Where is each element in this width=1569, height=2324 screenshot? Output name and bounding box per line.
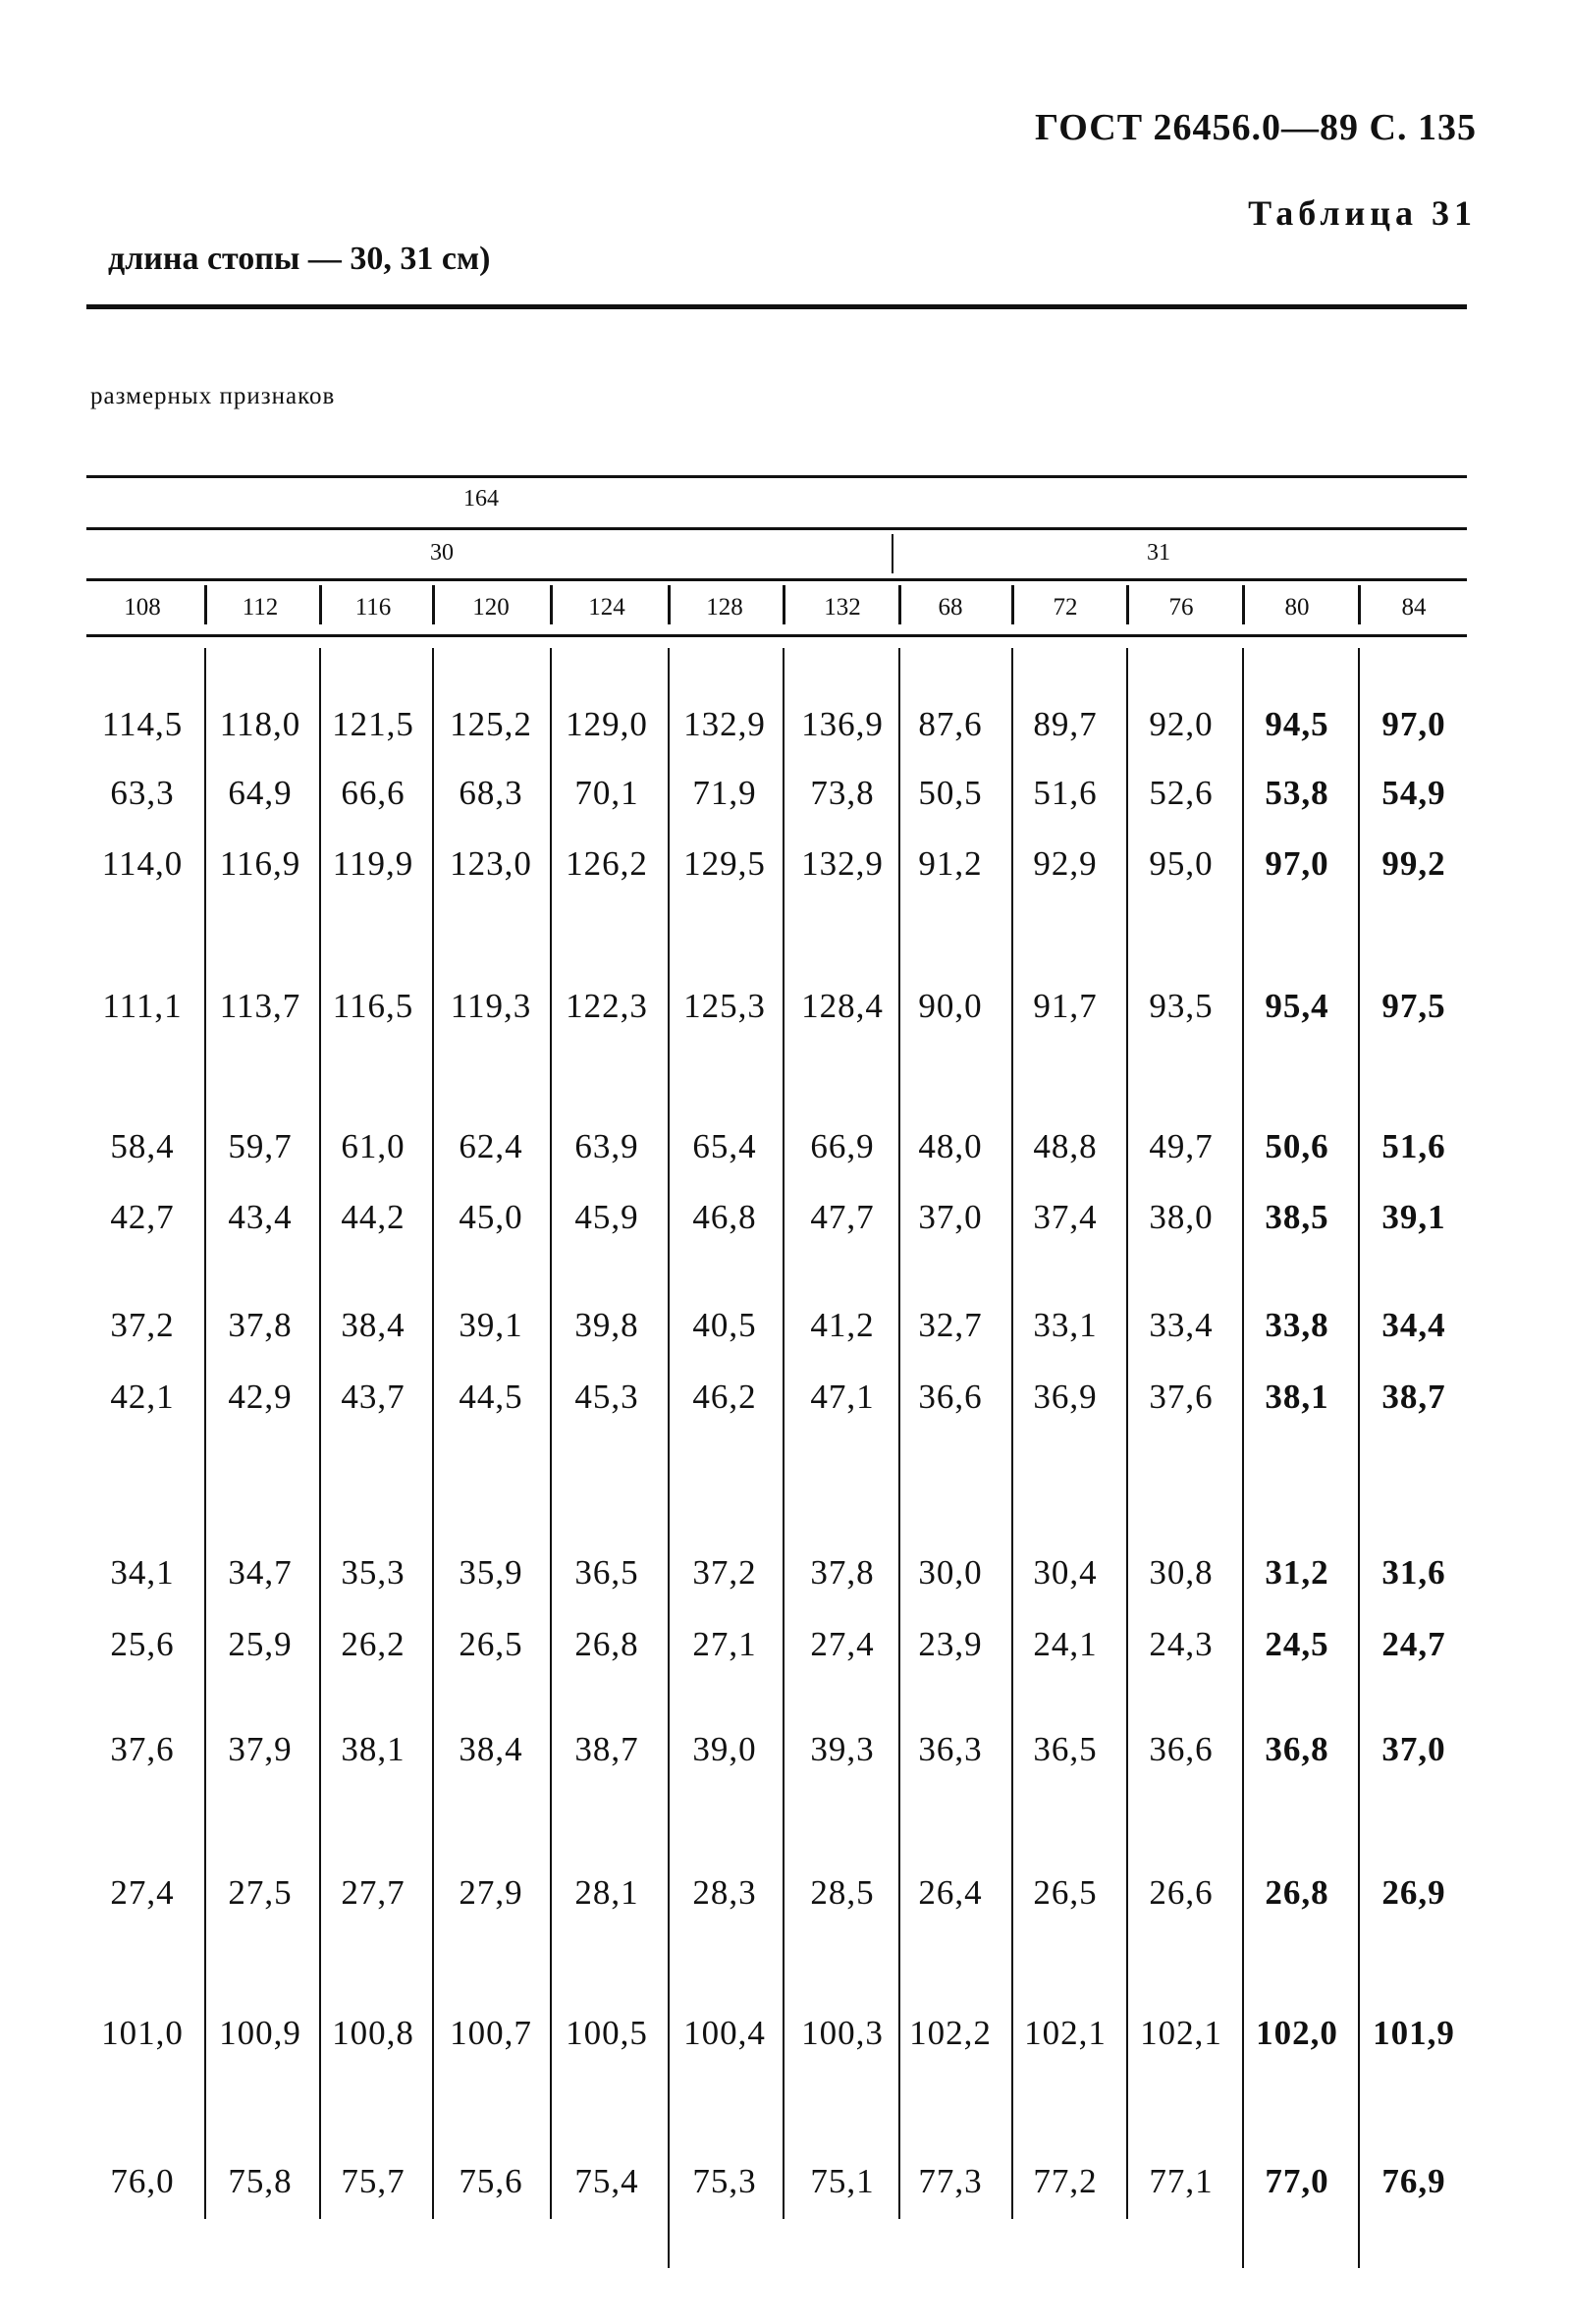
table-cell: 50,5 (918, 774, 983, 812)
table-cell: 95,4 (1265, 987, 1329, 1025)
table-cell: 26,9 (1381, 1873, 1446, 1912)
top-rule (86, 304, 1467, 309)
table-cell: 37,8 (228, 1306, 293, 1344)
table-cell: 132,9 (683, 705, 766, 743)
table-cell: 24,5 (1265, 1625, 1329, 1663)
table-cell: 136,9 (801, 705, 884, 743)
table-cell: 26,8 (1265, 1873, 1329, 1912)
table-cell: 101,9 (1373, 2014, 1455, 2052)
table-top-rule (86, 475, 1467, 478)
table-cell: 101,0 (101, 2014, 184, 2052)
table-cell: 126,2 (566, 844, 648, 883)
column-header: 112 (242, 594, 279, 621)
column-header: 116 (354, 594, 392, 621)
table-caption: размерных признаков (90, 383, 336, 409)
table-cell: 92,0 (1149, 705, 1214, 743)
header-separator (1011, 585, 1014, 624)
table-cell: 35,9 (459, 1553, 523, 1592)
table-cell: 75,6 (459, 2162, 523, 2200)
table-cell: 36,5 (1033, 1730, 1098, 1768)
group-header-30: 30 (430, 540, 454, 566)
table-cell: 39,8 (574, 1306, 639, 1344)
table-cell: 37,0 (918, 1198, 983, 1236)
table-cell: 36,5 (574, 1553, 639, 1592)
table-cell: 24,1 (1033, 1625, 1098, 1663)
table-cell: 91,7 (1033, 987, 1098, 1025)
table-cell: 129,0 (566, 705, 648, 743)
table-cell: 37,9 (228, 1730, 293, 1768)
table-cell: 37,2 (110, 1306, 175, 1344)
table-cell: 30,0 (918, 1553, 983, 1592)
table-cell: 39,1 (1381, 1198, 1446, 1236)
column-header: 76 (1168, 594, 1194, 621)
table-cell: 119,3 (450, 987, 532, 1025)
table-cell: 75,3 (692, 2162, 757, 2200)
table-cell: 70,1 (574, 774, 639, 812)
header-rule-2 (86, 578, 1467, 581)
column-header: 80 (1284, 594, 1310, 621)
table-cell: 43,4 (228, 1198, 293, 1236)
header-separator (783, 585, 785, 624)
table-cell: 100,4 (683, 2014, 766, 2052)
table-cell: 24,3 (1149, 1625, 1214, 1663)
table-cell: 27,5 (228, 1873, 293, 1912)
table-cell: 92,9 (1033, 844, 1098, 883)
header-separator (204, 585, 207, 624)
table-cell: 37,6 (1149, 1378, 1214, 1416)
table-cell: 119,9 (332, 844, 414, 883)
table-cell: 91,2 (918, 844, 983, 883)
table-cell: 100,7 (450, 2014, 532, 2052)
header-separator (1242, 585, 1245, 624)
table-cell: 42,9 (228, 1378, 293, 1416)
table-cell: 76,9 (1381, 2162, 1446, 2200)
table-cell: 34,4 (1381, 1306, 1446, 1344)
table-cell: 48,8 (1033, 1127, 1098, 1165)
table-cell: 36,8 (1265, 1730, 1329, 1768)
table-cell: 52,6 (1149, 774, 1214, 812)
column-header: 128 (706, 594, 743, 621)
table-cell: 122,3 (566, 987, 648, 1025)
table-cell: 32,7 (918, 1306, 983, 1344)
table-cell: 100,8 (332, 2014, 414, 2052)
table-cell: 77,2 (1033, 2162, 1098, 2200)
table-cell: 27,7 (341, 1873, 406, 1912)
table-cell: 37,2 (692, 1553, 757, 1592)
table-cell: 99,2 (1381, 844, 1446, 883)
table-cell: 25,9 (228, 1625, 293, 1663)
table-cell: 27,9 (459, 1873, 523, 1912)
table-cell: 53,8 (1265, 774, 1329, 812)
table-cell: 39,3 (810, 1730, 875, 1768)
table-cell: 116,9 (219, 844, 301, 883)
table-cell: 94,5 (1265, 705, 1329, 743)
table-cell: 61,0 (341, 1127, 406, 1165)
group-divider (892, 534, 893, 573)
table-cell: 97,0 (1265, 844, 1329, 883)
table-cell: 30,8 (1149, 1553, 1214, 1592)
table-cell: 35,3 (341, 1553, 406, 1592)
table-cell: 38,1 (1265, 1378, 1329, 1416)
table-cell: 38,0 (1149, 1198, 1214, 1236)
table-cell: 38,5 (1265, 1198, 1329, 1236)
table-cell: 38,1 (341, 1730, 406, 1768)
table-cell: 37,6 (110, 1730, 175, 1768)
table-cell: 63,3 (110, 774, 175, 812)
column-divider (319, 648, 321, 2219)
table-cell: 36,9 (1033, 1378, 1098, 1416)
table-cell: 77,1 (1149, 2162, 1214, 2200)
table-cell: 47,1 (810, 1378, 875, 1416)
table-cell: 116,5 (332, 987, 414, 1025)
table-cell: 75,8 (228, 2162, 293, 2200)
table-cell: 42,1 (110, 1378, 175, 1416)
table-cell: 73,8 (810, 774, 875, 812)
table-cell: 71,9 (692, 774, 757, 812)
table-cell: 65,4 (692, 1127, 757, 1165)
table-cell: 38,4 (459, 1730, 523, 1768)
table-cell: 114,0 (101, 844, 184, 883)
column-header: 84 (1401, 594, 1427, 621)
table-cell: 89,7 (1033, 705, 1098, 743)
header-separator (319, 585, 322, 624)
table-cell: 34,1 (110, 1553, 175, 1592)
table-cell: 125,2 (450, 705, 532, 743)
table-cell: 90,0 (918, 987, 983, 1025)
header-separator (550, 585, 553, 624)
table-cell: 97,0 (1381, 705, 1446, 743)
table-cell: 50,6 (1265, 1127, 1329, 1165)
table-cell: 100,9 (219, 2014, 301, 2052)
table-cell: 36,3 (918, 1730, 983, 1768)
table-cell: 75,7 (341, 2162, 406, 2200)
table-cell: 76,0 (110, 2162, 175, 2200)
header-separator (668, 585, 671, 624)
table-cell: 38,7 (574, 1730, 639, 1768)
table-cell: 128,4 (801, 987, 884, 1025)
table-cell: 42,7 (110, 1198, 175, 1236)
table-cell: 87,6 (918, 705, 983, 743)
table-cell: 111,1 (102, 987, 183, 1025)
table-cell: 26,4 (918, 1873, 983, 1912)
table-cell: 102,2 (909, 2014, 992, 2052)
column-header: 124 (588, 594, 625, 621)
table-cell: 97,5 (1381, 987, 1446, 1025)
table-cell: 30,4 (1033, 1553, 1098, 1592)
table-cell: 31,6 (1381, 1553, 1446, 1592)
table-cell: 118,0 (219, 705, 301, 743)
table-cell: 28,1 (574, 1873, 639, 1912)
table-cell: 125,3 (683, 987, 766, 1025)
column-header: 132 (824, 594, 861, 621)
table-cell: 58,4 (110, 1127, 175, 1165)
table-cell: 77,3 (918, 2162, 983, 2200)
column-header: 72 (1053, 594, 1078, 621)
table-cell: 26,5 (1033, 1873, 1098, 1912)
table-cell: 102,0 (1256, 2014, 1338, 2052)
table-cell: 54,9 (1381, 774, 1446, 812)
table-label: Таблица 31 (1248, 193, 1477, 233)
header-separator (1358, 585, 1361, 624)
table-cell: 46,8 (692, 1198, 757, 1236)
table-cell: 45,9 (574, 1198, 639, 1236)
table-cell: 33,8 (1265, 1306, 1329, 1344)
table-cell: 44,5 (459, 1378, 523, 1416)
table-cell: 100,5 (566, 2014, 648, 2052)
table-cell: 114,5 (101, 705, 184, 743)
table-cell: 38,7 (1381, 1378, 1446, 1416)
table-cell: 100,3 (801, 2014, 884, 2052)
column-divider (898, 648, 900, 2219)
table-cell: 59,7 (228, 1127, 293, 1165)
column-divider (432, 648, 434, 2219)
table-cell: 44,2 (341, 1198, 406, 1236)
table-cell: 95,0 (1149, 844, 1214, 883)
table-cell: 33,1 (1033, 1306, 1098, 1344)
table-cell: 132,9 (801, 844, 884, 883)
table-cell: 62,4 (459, 1127, 523, 1165)
table-cell: 63,9 (574, 1127, 639, 1165)
table-cell: 64,9 (228, 774, 293, 812)
table-cell: 37,4 (1033, 1198, 1098, 1236)
table-cell: 66,9 (810, 1127, 875, 1165)
table-cell: 51,6 (1033, 774, 1098, 812)
table-cell: 45,0 (459, 1198, 523, 1236)
table-cell: 31,2 (1265, 1553, 1329, 1592)
header-rule-3 (86, 634, 1467, 637)
column-divider (204, 648, 206, 2219)
table-cell: 34,7 (228, 1553, 293, 1592)
table-cell: 129,5 (683, 844, 766, 883)
header-separator (898, 585, 901, 624)
table-cell: 77,0 (1265, 2162, 1329, 2200)
table-cell: 27,4 (810, 1625, 875, 1663)
table-cell: 23,9 (918, 1625, 983, 1663)
column-header: 120 (472, 594, 510, 621)
table-cell: 26,2 (341, 1625, 406, 1663)
group-header-31: 31 (1147, 540, 1170, 566)
table-cell: 27,1 (692, 1625, 757, 1663)
table-cell: 37,8 (810, 1553, 875, 1592)
column-divider (550, 648, 552, 2219)
table-cell: 36,6 (1149, 1730, 1214, 1768)
table-cell: 39,0 (692, 1730, 757, 1768)
table-cell: 121,5 (332, 705, 414, 743)
table-cell: 102,1 (1140, 2014, 1222, 2052)
table-cell: 68,3 (459, 774, 523, 812)
table-cell: 66,6 (341, 774, 406, 812)
table-subtitle: длина стопы — 30, 31 см) (108, 241, 491, 277)
table-cell: 40,5 (692, 1306, 757, 1344)
table-cell: 46,2 (692, 1378, 757, 1416)
table-cell: 93,5 (1149, 987, 1214, 1025)
table-cell: 28,3 (692, 1873, 757, 1912)
column-divider (783, 648, 784, 2219)
table-cell: 37,0 (1381, 1730, 1446, 1768)
table-cell: 39,1 (459, 1306, 523, 1344)
table-cell: 26,8 (574, 1625, 639, 1663)
table-cell: 45,3 (574, 1378, 639, 1416)
table-cell: 51,6 (1381, 1127, 1446, 1165)
table-cell: 28,5 (810, 1873, 875, 1912)
column-divider (1126, 648, 1128, 2219)
table-cell: 24,7 (1381, 1625, 1446, 1663)
table-cell: 33,4 (1149, 1306, 1214, 1344)
column-header: 108 (124, 594, 161, 621)
height-header: 164 (463, 486, 499, 512)
table-cell: 25,6 (110, 1625, 175, 1663)
table-cell: 75,1 (810, 2162, 875, 2200)
table-cell: 26,6 (1149, 1873, 1214, 1912)
header-separator (1126, 585, 1129, 624)
table-cell: 26,5 (459, 1625, 523, 1663)
column-header: 68 (938, 594, 963, 621)
table-cell: 48,0 (918, 1127, 983, 1165)
standard-reference: ГОСТ 26456.0—89 С. 135 (1035, 107, 1477, 148)
header-rule-1 (86, 527, 1467, 530)
table-cell: 113,7 (219, 987, 301, 1025)
table-cell: 38,4 (341, 1306, 406, 1344)
table-cell: 123,0 (450, 844, 532, 883)
column-divider (1011, 648, 1013, 2219)
table-cell: 36,6 (918, 1378, 983, 1416)
table-cell: 102,1 (1024, 2014, 1107, 2052)
table-cell: 41,2 (810, 1306, 875, 1344)
header-separator (432, 585, 435, 624)
table-cell: 43,7 (341, 1378, 406, 1416)
table-cell: 27,4 (110, 1873, 175, 1912)
table-cell: 75,4 (574, 2162, 639, 2200)
table-cell: 49,7 (1149, 1127, 1214, 1165)
table-cell: 47,7 (810, 1198, 875, 1236)
